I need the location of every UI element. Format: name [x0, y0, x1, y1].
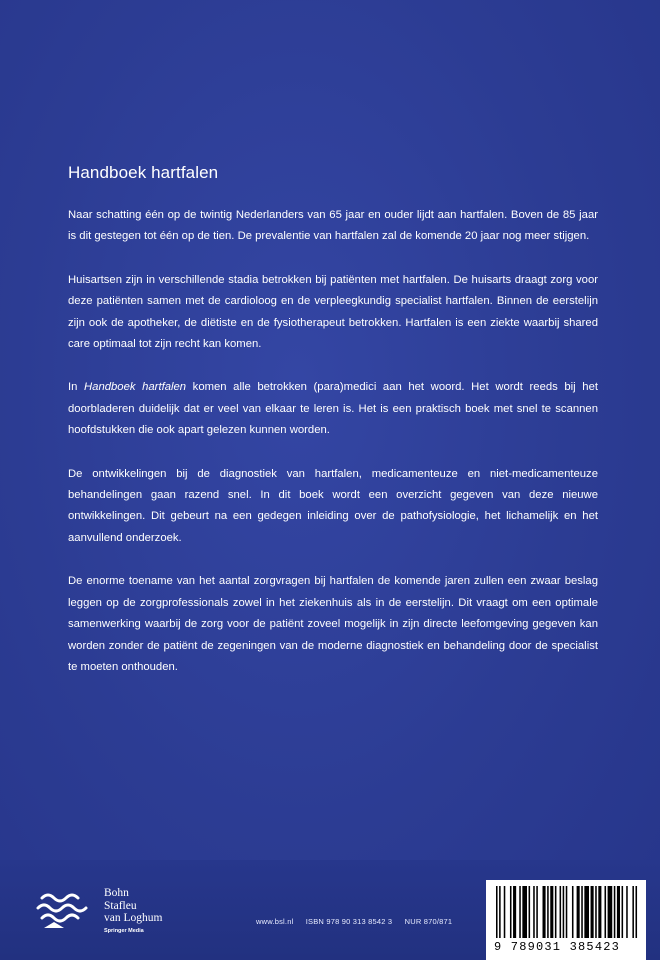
barcode-bar-24: [605, 886, 607, 938]
barcode-bar-28: [622, 886, 624, 938]
barcode-bar-15: [563, 886, 565, 938]
publisher-line-2: Stafleu: [104, 899, 137, 912]
barcode-bar-6: [522, 886, 527, 938]
nur-code: NUR 870/871: [404, 917, 453, 926]
barcode-bar-25: [608, 886, 613, 938]
publisher-name: [104, 887, 162, 935]
barcode-bar-17: [572, 886, 574, 938]
blurb-paragraph-4: De ontwikkelingen bij de diagnostiek van hartfalen, medicamenteuze en niet-medicamenteuze behandelingen gaan razend snel. In dit boek wordt een overzicht gegeven van deze nieuwe ontwikkelingen. Dit gebeurt na een gedegen inleiding over de pathofysiologie, het lichamelijk en het aanvullend onderzoek.: [68, 467, 598, 544]
publisher-url: www.bsl.nl: [256, 917, 294, 926]
barcode-bar-4: [513, 886, 516, 938]
barcode-bar-5: [519, 886, 521, 938]
blurb-paragraph-5: De enorme toename van het aantal zorgvragen bij hartfalen de komende jaren zullen een zwaar beslag leggen op de zorgprofessionals zowel in het ziekenhuis als in de eerstelijn. Dit vraagt om een optimale samenwerking waarbij de zorg voor de patiënt zoveel mogelijk in zijn directe leefomgeving gegeven kan worden zonder de patiënt de zegeningen van de moderne diagnostiek en behandeling door de specialist te moeten onthouden.: [68, 575, 598, 673]
blurb: [68, 205, 598, 700]
barcode-bar-30: [632, 886, 634, 938]
springer-media-label: Springer Media: [104, 927, 144, 934]
barcode-bar-13: [555, 886, 557, 938]
paragraph-3-suffix: komen alle betrokken (para)medici aan het woord. Het wordt reeds bij het doorbladeren duidelijk dat er veel van elkaar te leren is. Het is een praktisch boek met snel te scannen hoofdstukken die ook apart gelezen kunnen worden.: [68, 381, 598, 437]
barcode-bar-7: [529, 886, 531, 938]
barcode-bar-18: [577, 886, 580, 938]
barcode-bar-31: [636, 886, 638, 938]
barcode-bar-14: [560, 886, 562, 938]
publisher-line-3: van Loghum: [104, 912, 163, 924]
book-title: Handboek hartfalen: [68, 163, 219, 182]
publisher-line-1: Bohn: [104, 887, 129, 899]
barcode: [486, 880, 646, 960]
paragraph-3-prefix: In: [68, 381, 85, 394]
barcode-bar-26: [614, 886, 616, 938]
barcode-bar-0: [496, 886, 498, 938]
paragraph-3-italic-title: Handboek hartfalen: [84, 381, 187, 394]
barcode-bar-8: [533, 886, 535, 938]
publisher-logo-icon: [34, 888, 96, 932]
barcode-digits: 9 789031 385423: [494, 940, 621, 954]
barcode-bar-22: [595, 886, 597, 938]
barcode-bar-10: [543, 886, 546, 938]
barcode-bar-29: [626, 886, 628, 938]
blurb-paragraph-2: Huisartsen zijn in verschillende stadia betrokken bij patiënten met hartfalen. De huisarts draagt zorg voor deze patiënten samen met de cardioloog en de verpleegkundig specialist hartfalen. Binnen de eerstelijn zijn ook de apotheker, de diëtiste en de fysiotherapeut betrokken. Hartfalen is een ziekte waarbij shared care optimaal tot zijn recht kan komen.: [68, 273, 598, 351]
barcode-bar-2: [504, 886, 506, 938]
book-metadata: [256, 917, 462, 926]
isbn-text: ISBN 978 90 313 8542 3: [305, 917, 393, 926]
barcode-bar-21: [591, 886, 594, 938]
barcode-bar-12: [550, 886, 553, 938]
barcode-bar-11: [547, 886, 549, 938]
blurb-paragraph-1: Naar schatting één op de twintig Nederlanders van 65 jaar en ouder lijdt aan hartfalen. Boven de 85 jaar is dit gestegen tot één op de tien. De prevalentie van hartfalen zal de komende 20 jaar nog meer stijgen.: [68, 209, 598, 243]
barcode-bar-20: [584, 886, 589, 938]
barcode-bar-23: [598, 886, 601, 938]
barcode-bar-27: [617, 886, 620, 938]
blurb-paragraph-3: [68, 377, 598, 441]
barcode-bar-9: [536, 886, 538, 938]
barcode-bar-1: [499, 886, 501, 938]
barcode-bar-19: [581, 886, 583, 938]
barcode-bar-3: [510, 886, 512, 938]
barcode-bar-16: [566, 886, 568, 938]
barcode-bars: [494, 886, 640, 940]
